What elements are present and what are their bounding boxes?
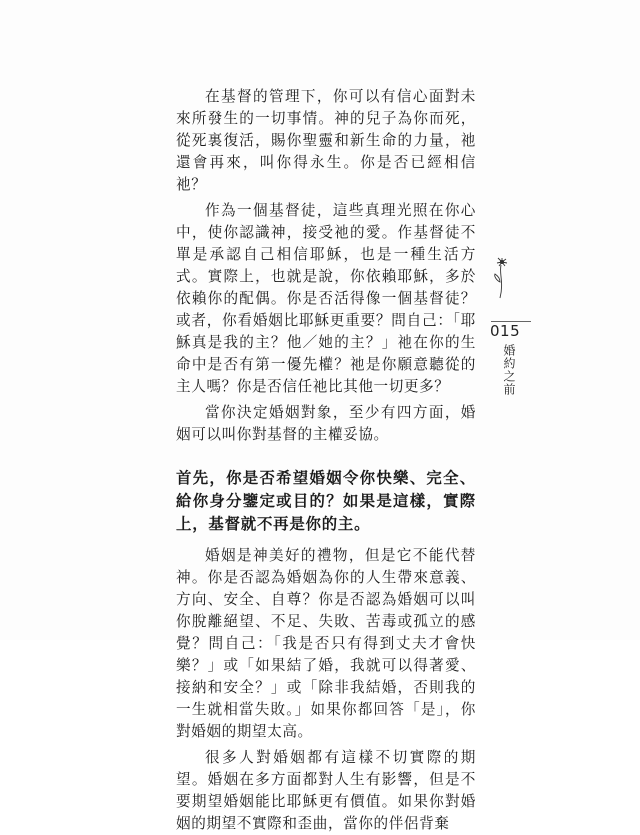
section-heading: 首先，你是否希望婚姻令你快樂、完全、給你身分鑒定或目的？如果是這樣，實際上，基督就不再是你的主。 bbox=[176, 469, 476, 533]
paragraph-4: 婚姻是神美好的禮物，但是它不能代替神。你是否認為婚姻為你的人生帶來意義、方向、安全、自尊？你是否認為婚姻可以叫你脫離絕望、不足、失敗、苦毒或孤立的感覺？問自己：「我是否只有得到丈夫才會快樂？」或「如果結了婚，我就可以得著愛、接納和安全？」或「除非我結婚，否則我的一生就相當失敗。」如果你都回答「是」，你對婚姻的期望太高。 bbox=[176, 547, 476, 740]
paragraph-1: 在基督的管理下，你可以有信心面對未來所發生的一切事情。神的兒子為你而死，從死裏復活，賜你聖靈和新生命的力量，祂還會再來，叫你得永生。你是否已經相信祂？ bbox=[176, 88, 476, 193]
chapter-title: 婚約之前 bbox=[502, 344, 516, 396]
paragraph-5: 很多人對婚姻都有這樣不切實際的期望。婚姻在多方面都對人生有影響，但是不要期望婚姻能比耶穌更有價值。如果你對婚姻的期望不實際和歪曲，當你的伴侶背棄 bbox=[176, 749, 476, 832]
flower-icon bbox=[488, 252, 516, 302]
paragraph-3: 當你決定婚姻對象，至少有四方面，婚姻可以叫你對基督的主權妥協。 bbox=[176, 404, 476, 443]
paragraph-2: 作為一個基督徒，這些真理光照在你心中，使你認識神，接受祂的愛。作基督徒不單是承認自己相信耶穌，也是一種生活方式。實際上，也就是說，你依賴耶穌，多於依賴你的配偶。你是否活得像一個基督徒？或者，你看婚姻比耶穌更重要？問自己：「耶穌真是我的主？他／她的主？」祂在你的生命中是否有第一優先權？祂是你願意聽從的主人嗎？你是否信任祂比其他一切更多？ bbox=[176, 202, 476, 395]
page-body bbox=[176, 86, 476, 835]
page-number: 015 bbox=[490, 322, 521, 340]
